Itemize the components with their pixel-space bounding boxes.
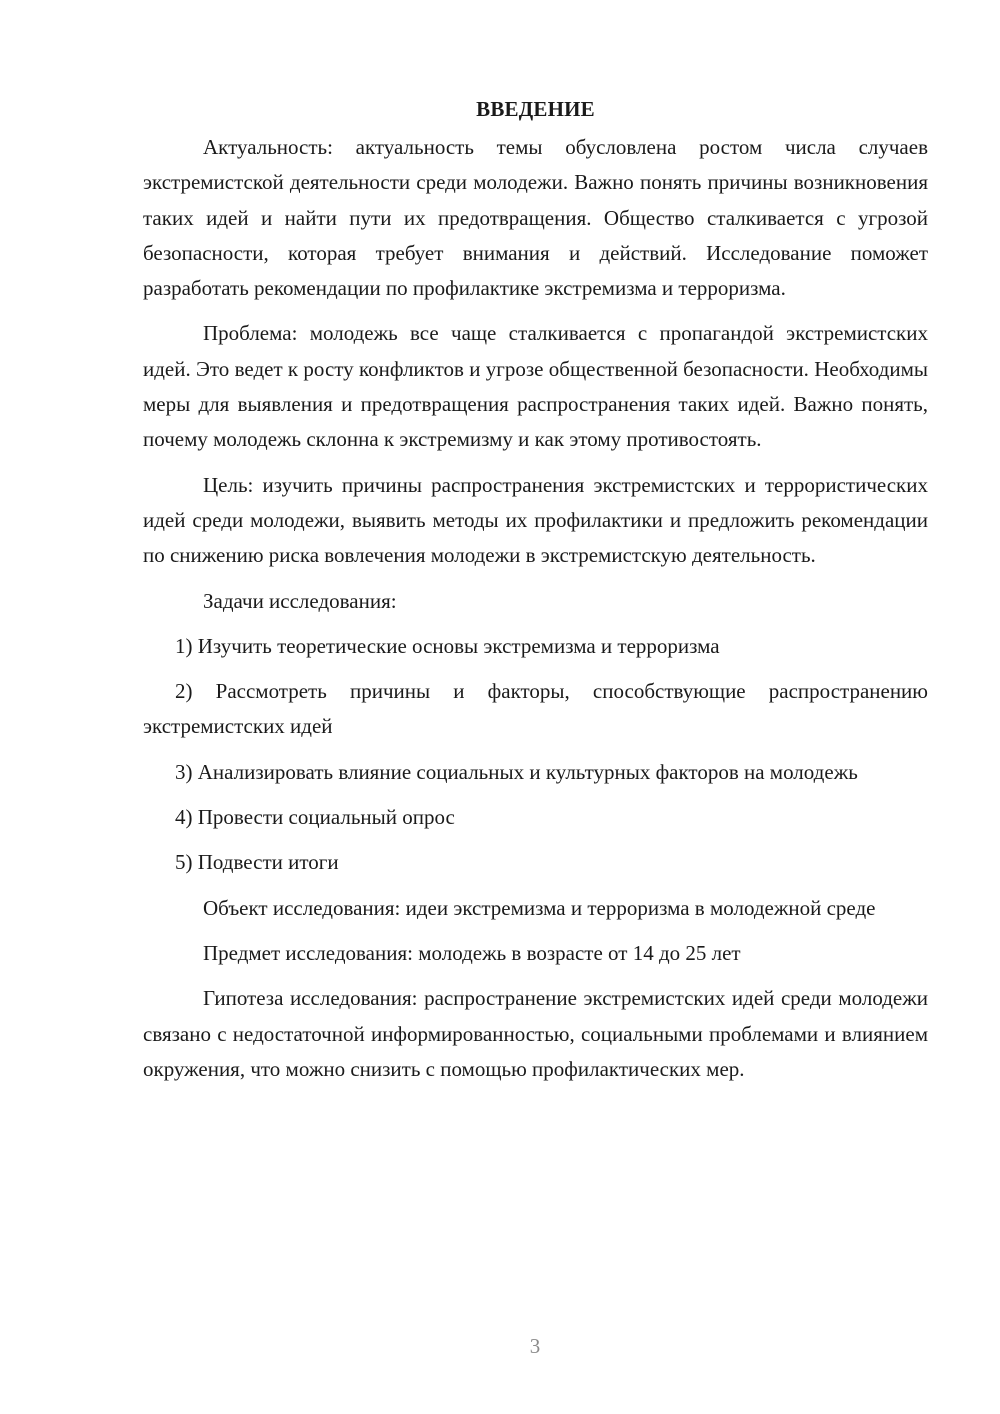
task-item: 2) Рассмотреть причины и факторы, способствующие распространению экстремистских идей bbox=[143, 679, 928, 739]
object-paragraph: Объект исследования: идеи экстремизма и терроризма в молодежной среде bbox=[203, 895, 876, 920]
task-item: 4) Провести социальный опрос bbox=[175, 805, 455, 830]
task-item: 5) Подвести итоги bbox=[175, 850, 339, 875]
section-title: ВВЕДЕНИЕ bbox=[476, 97, 595, 121]
goal-paragraph: Цель: изучить причины распространения экстремистских и террористических идей среди молодежи, выявить методы их профилактики и предложить рекомендации по снижению риска вовлечения молодежи в экстремистскую деятельность. bbox=[143, 472, 928, 568]
hypothesis-paragraph: Гипотеза исследования: распространение экстремистских идей среди молодежи связано с недостаточной информированностью, социальными проблемами и влиянием окружения, что можно снизить с помощью профилактических мер. bbox=[143, 986, 928, 1081]
subject-paragraph: Предмет исследования: молодежь в возрасте от 14 до 25 лет bbox=[203, 940, 741, 965]
task-item: 1) Изучить теоретические основы экстремизма и терроризма bbox=[175, 633, 720, 658]
task-item: 3) Анализировать влияние социальных и культурных факторов на молодежь bbox=[175, 759, 858, 784]
page-content bbox=[143, 92, 928, 1097]
problem-paragraph: Проблема: молодежь все чаще сталкивается с пропагандой экстремистских идей. Это ведет к росту конфликтов и угрозе общественной безопасности. Необходимы меры для выявления и предотвращения распространения таких идей. Важно понять, почему молодежь склонна к экстремизму и как этому противостоять. bbox=[143, 321, 928, 452]
page-number: 3 bbox=[529, 1334, 541, 1358]
tasks-heading: Задачи исследования: bbox=[203, 588, 397, 613]
relevance-paragraph: Актуальность: актуальность темы обусловлена ростом числа случаев экстремистской деятельности среди молодежи. Важно понять причины возникновения таких идей и найти пути их предотвращения. Общество сталкивается с угрозой безопасности, которая требует внимания и действий. Исследование поможет разработать рекомендации по профилактике экстремизма и терроризма. bbox=[143, 135, 928, 301]
